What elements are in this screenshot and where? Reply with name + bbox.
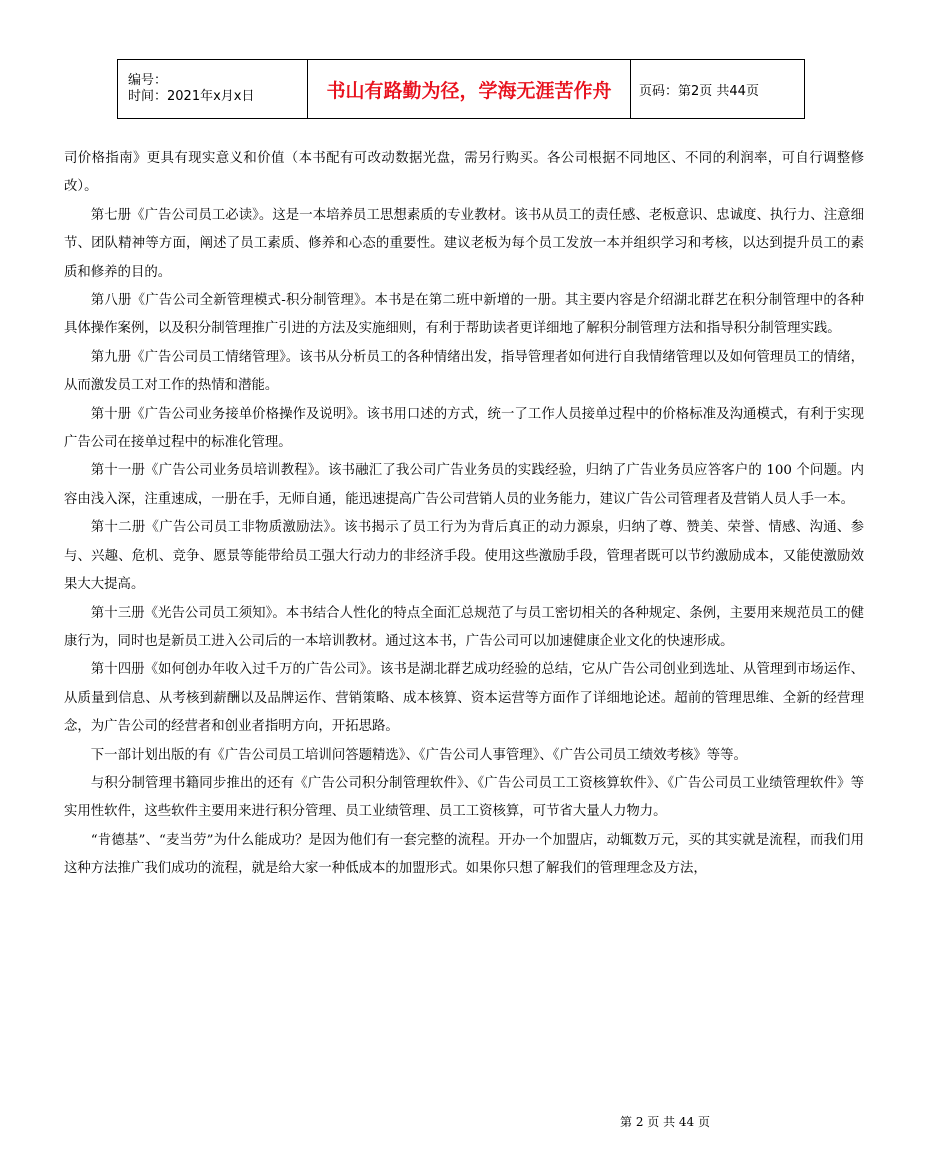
paragraph: 第八册《广告公司全新管理模式-积分制管理》。本书是在第二班中新增的一册。其主要内容是介绍湖北群艺在积分制管理中的各种具体操作案例，以及积分制管理推广引进的方法及实施细则，有利于帮助读者更详细地了解积分制管理方法和指导积分制管理实践。 xyxy=(64,293,864,337)
paragraph: 第十一册《广告公司业务员培训教程》。该书融汇了我公司广告业务员的实践经验，归纳了广告业务员应答客户的 100 个问题。内容由浅入深，注重速成，一册在手，无师自通，能迅速提高广告公司营销人员的业务能力，建议广告公司管理者及营销人员人手一本。 xyxy=(64,463,864,507)
page-footer: 第 2 页 共 44 页 xyxy=(620,1115,710,1129)
paragraph: 第十二册《广告公司员工非物质激励法》。该书揭示了员工行为为背后真正的动力源泉，归纳了尊、赞美、荣誉、情感、沟通、参与、兴趣、危机、竞争、愿景等能带给员工强大行动力的非经济手段。使用这些激励手段，管理者既可以节约激励成本，又能使激励效果大大提高。 xyxy=(64,520,864,593)
document-body xyxy=(64,145,864,884)
serial-number-label: 编号： xyxy=(128,73,168,88)
paragraph: 第七册《广告公司员工必读》。这是一本培养员工思想素质的专业教材。该书从员工的责任感、老板意识、忠诚度、执行力、注意细节、团队精神等方面，阐述了员工素质、修养和心态的重要性。建议老板为每个员工发放一本并组织学习和考核，以达到提升员工的素质和修养的目的。 xyxy=(64,207,864,280)
paragraph: 下一部计划出版的有《广告公司员工培训问答题精选》、《广告公司人事管理》、《广告公司员工绩效考核》等等。 xyxy=(90,747,747,763)
paragraph: 与积分制管理书籍同步推出的还有《广告公司积分制管理软件》、《广告公司员工工资核算软件》、《广告公司员工业绩管理软件》等实用性软件，这些软件主要用来进行积分管理、员工业绩管理、员工工资核算，可节省大量人力物力。 xyxy=(64,775,864,820)
paragraph: 第十四册《如何创办年收入过千万的广告公司》。该书是湖北群艺成功经验的总结，它从广告公司创业到选址、从管理到市场运作、从质量到信息、从考核到薪酬以及品牌运作、营销策略、成本核算、资本运营等方面作了详细地论述。超前的管理思维、全新的经营理念，为广告公司的经营者和创业者指明方向，开拓思路。 xyxy=(64,662,864,735)
paragraph: 第九册《广告公司员工情绪管理》。该书从分析员工的各种情绪出发，指导管理者如何进行自我情绪管理以及如何管理员工的情绪，从而激发员工对工作的热情和潜能。 xyxy=(64,349,864,394)
paragraph: 第十册《广告公司业务接单价格操作及说明》。该书用口述的方式，统一了工作人员接单过程中的价格标准及沟通模式，有利于实现广告公司在接单过程中的标准化管理。 xyxy=(64,406,864,451)
paragraph: 第十三册《光告公司员工须知》。本书结合人性化的特点全面汇总规范了与员工密切相关的各种规定、条例，主要用来规范员工的健康行为，同时也是新员工进入公司后的一本培训教材。通过这本书，广告公司可以加速健康企业文化的快速形成。 xyxy=(64,605,864,649)
paragraph: 司价格指南》更具有现实意义和价值（本书配有可改动数据光盘，需另行购买。各公司根据不同地区、不同的利润率，可自行调整修改）。 xyxy=(64,151,864,195)
date-label: 时间：2021年x月x日 xyxy=(128,89,255,104)
header-meta xyxy=(118,60,308,119)
header-page-number: 页码：第2页 共44页 xyxy=(631,60,805,119)
paragraph: “肯德基”、“麦当劳”为什么能成功？是因为他们有一套完整的流程。开办一个加盟店，动辄数万元，买的其实就是流程，而我们用这种方法推广我们成功的流程，就是给大家一种低成本的加盟形式。如果你只想了解我们的管理理念及方法， xyxy=(64,832,864,877)
header-motto: 书山有路勤为径，学海无涯苦作舟 xyxy=(308,60,631,119)
document-header xyxy=(117,59,805,119)
